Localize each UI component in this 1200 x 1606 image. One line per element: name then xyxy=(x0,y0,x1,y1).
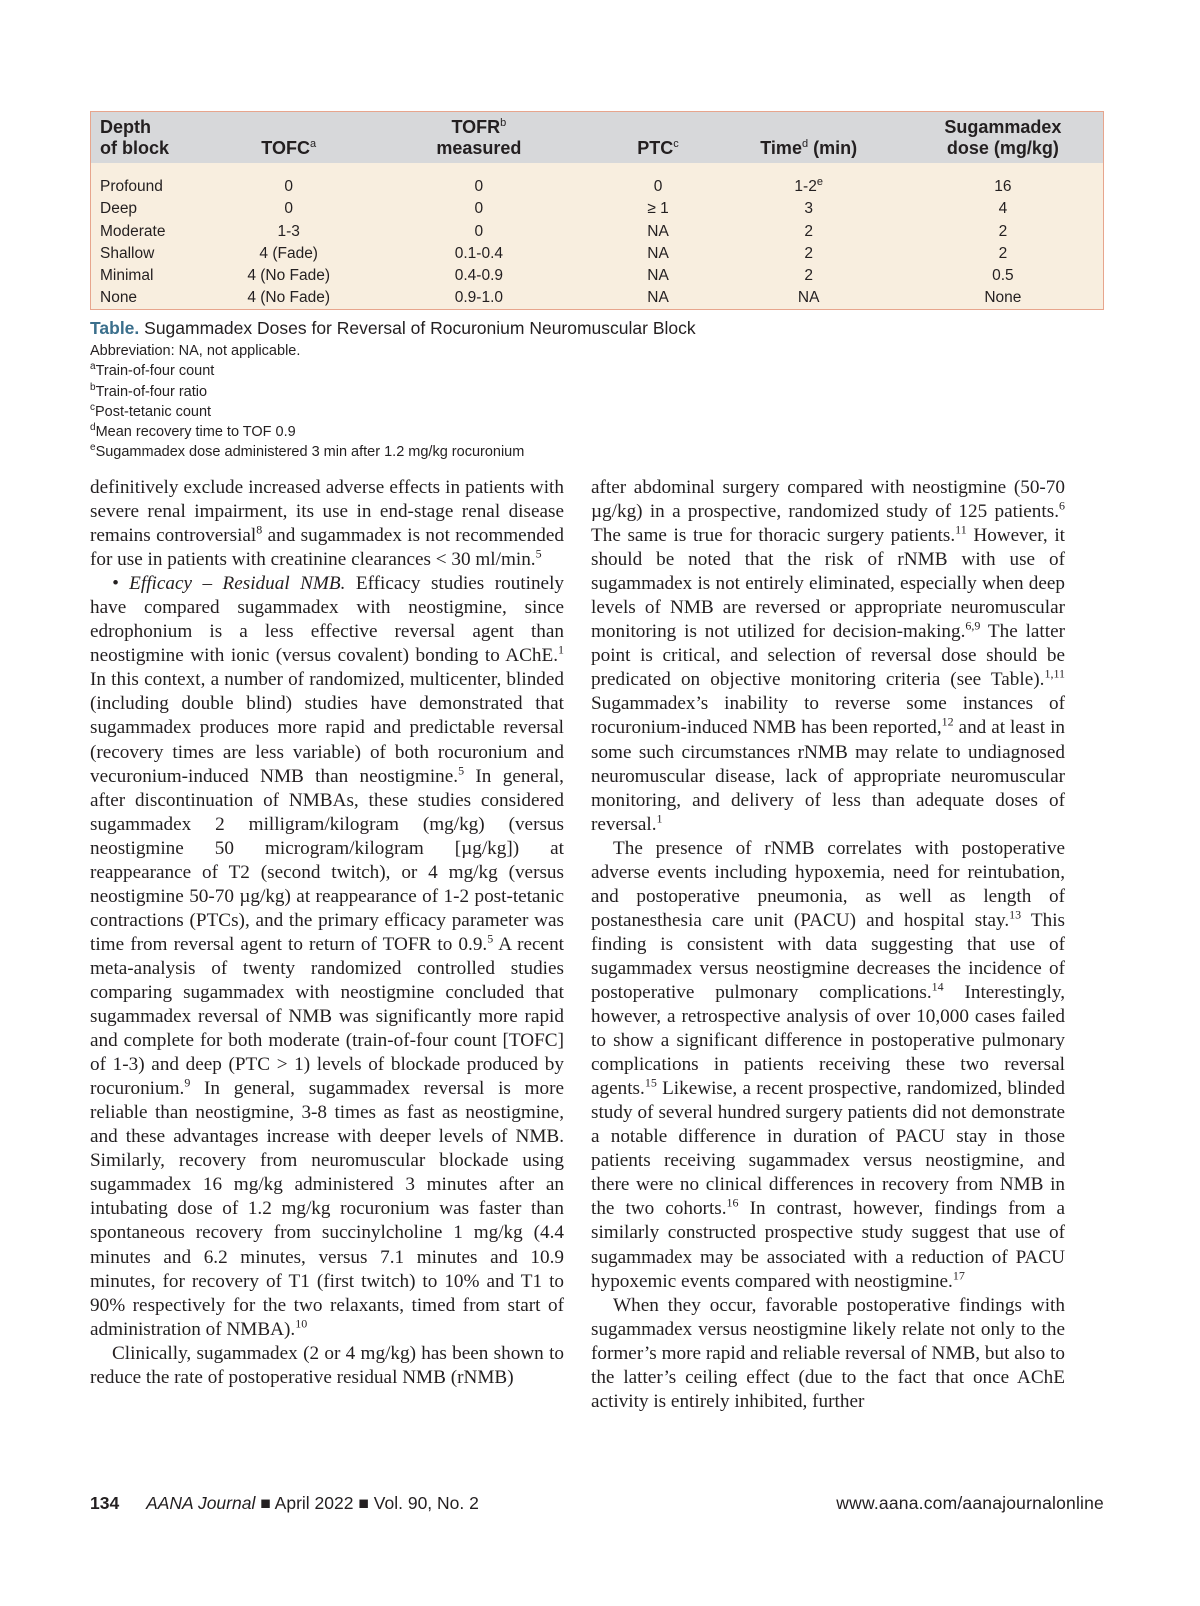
table-row xyxy=(91,163,1103,198)
right-column xyxy=(591,476,1065,1414)
cell-time: 3 xyxy=(804,200,813,218)
abbreviation-note: Abbreviation: NA, not applicable. xyxy=(90,343,301,359)
journal-url: www.aana.com/aanajournalonline xyxy=(836,1493,1104,1513)
section-heading: • Efficacy – Residual NMB. xyxy=(112,573,346,595)
footnote: $^b$Train-of-four ratio xyxy=(90,381,208,400)
footnote: $^a$Train-of-four count xyxy=(90,361,215,380)
cell-dose: 0.5 xyxy=(992,267,1014,285)
header-tofc: TOFC$^a$ xyxy=(261,138,317,158)
table-row xyxy=(91,287,1103,309)
page-number: 134 xyxy=(90,1493,120,1513)
table-row xyxy=(91,221,1103,243)
cell-tofc: 1-3 xyxy=(277,222,300,240)
header-depth-line1: Depth xyxy=(100,117,151,137)
journal-issue: ■ April 2022 ■ Vol. 90, No. 2 xyxy=(260,1493,479,1513)
caption-label: Table. xyxy=(90,318,140,338)
cell-ptc: ≥ 1 xyxy=(647,200,669,218)
cell-tofc: 4 (Fade) xyxy=(259,244,318,262)
cell-dose: 16 xyxy=(994,178,1012,195)
cell-dose: None xyxy=(984,289,1022,307)
table-row xyxy=(91,198,1103,220)
cell-time: 2 xyxy=(804,267,813,285)
paragraph: The presence of rNMB correlates with postoperative adverse events including hypoxemia, need for reintubation, and postoperative pneumonia, as well as length of postanesthesia care unit (PACU) and hospital stay.$^{13}$ This finding is consistent with data suggesting that use of sugammadex versus neostigmine decreases the incidence of postoperative pulmonary complications.$^{14}$ Interestingly, however, a retrospective analysis of over 10,000 cases failed to show a significant difference in postoperative pulmonary complications in patients receiving these two reversal agents.$^{15}$ Likewise, a recent prospective, randomized, blinded study of several hundred surgery patients did not demonstrate a notable difference in duration of PACU stay in those patients receiving sugammadex versus neostigmine, and there were no clinical differences in recovery from NMB in the two cohorts.$^{16}$ In contrast, however, findings from a similarly constructed prospective study suggest that use of sugammadex may be associated with a reduction of PACU hypoxemic events compared with neostigmine.$^{17}$ xyxy=(591,837,1065,1292)
header-dose xyxy=(903,112,1103,163)
cell-ptc: NA xyxy=(647,267,669,285)
table-row xyxy=(91,243,1103,265)
header-depth xyxy=(91,112,221,163)
cell-dose: 2 xyxy=(998,244,1008,262)
header-time: Time$^d$ (min) xyxy=(760,138,858,158)
sugammadex-dose-table xyxy=(90,111,1104,310)
cell-tofr: 0 xyxy=(474,200,484,218)
cell-depth: Minimal xyxy=(100,267,154,285)
header-dose-line1: Sugammadex xyxy=(944,117,1062,137)
footnote: $^d$Mean recovery time to TOF 0.9 xyxy=(90,422,296,441)
cell-tofc: 4 (No Fade) xyxy=(247,289,331,307)
journal-name: AANA Journal xyxy=(146,1493,256,1513)
cell-depth: Shallow xyxy=(100,244,155,262)
cell-depth: None xyxy=(100,289,138,307)
cell-ptc: NA xyxy=(647,222,669,240)
cell-tofc: 0 xyxy=(284,178,293,195)
cell-tofc: 4 (No Fade) xyxy=(247,267,331,285)
cell-depth: Moderate xyxy=(100,222,166,240)
dose-table xyxy=(91,112,1103,310)
cell-ptc: 0 xyxy=(653,178,663,195)
paragraph: after abdominal surgery compared with neostigmine (50-70 µg/kg) in a prospective, randomized study of 125 patients.$^6$ The same is true for thoracic surgery patients.$^{11}$ However, it should be noted that the risk of rNMB with use of sugammadex is not entirely eliminated, especially when deep levels of NMB are reversed or appropriate neuromuscular monitoring is not utilized for decision-making.$^{6,9}$ The latter point is critical, and selection of reversal dose should be predicated on objective monitoring criteria (see Table).$^{1,11}$ Sugammadex’s inability to reverse some instances of rocuronium-induced NMB has been reported,$^{12}$ and at least in some such circumstances rNMB may relate to undiagnosed neuromuscular disease, lack of appropriate neuromuscular monitoring, and delivery of less than adequate doses of reversal.$^1$ xyxy=(591,477,1065,835)
cell-time: NA xyxy=(797,289,820,307)
header-depth-line2: of block xyxy=(100,138,170,158)
paragraph: definitively exclude increased adverse effects in patients with severe renal impairment, its use in end-stage renal disease remains controversial$^8$ and sugammadex is not recommended for use in patients with creatinine clearances < 30 ml/min.$^5$ xyxy=(90,477,564,571)
left-column xyxy=(90,476,564,1390)
footnote: $^c$Post-tetanic count xyxy=(90,402,212,420)
cell-tofr: 0.9-1.0 xyxy=(454,289,503,307)
cell-dose: 4 xyxy=(998,200,1008,218)
page-footer xyxy=(90,1493,1104,1514)
footnote: $^e$Sugammadex dose administered 3 min after 1.2 mg/kg rocuronium xyxy=(90,442,525,461)
cell-ptc: NA xyxy=(647,289,669,307)
cell-depth: Deep xyxy=(100,200,138,218)
table-caption xyxy=(90,318,696,339)
cell-tofr: 0.1-0.4 xyxy=(454,244,503,262)
cell-time: 2 xyxy=(804,222,813,240)
table-header-row xyxy=(91,112,1103,163)
cell-tofr: 0 xyxy=(474,222,484,240)
paragraph: • Efficacy – Residual NMB. Efficacy studies routinely have compared sugammadex with neostigmine, since edrophonium is a less effective reversal agent than neostigmine with ionic (versus covalent) bonding to AChE.$^1$ In this context, a number of randomized, multicenter, blinded (including double blind) studies have demonstrated that sugammadex produces more rapid and predictable reversal (recovery times are less variable) of both rocuronium and vecuronium-induced NMB than neostigmine.$^5$ In general, after discontinuation of NMBAs, these studies considered sugammadex 2 milligram/kilogram (mg/kg) (versus neostigmine 50 microgram/kilogram [µg/kg]) at reappearance of T2 (second twitch), or 4 mg/kg (versus neostigmine 50-70 µg/kg) at reappearance of 1-2 post-tetanic contractions (PTCs), and the primary efficacy parameter was time from reversal agent to return of TOFR to 0.9.$^5$ A recent meta-analysis of twenty randomized controlled studies comparing sugammadex with neostigmine concluded that sugammadex reversal of NMB was significantly more rapid and complete for both moderate (train-of-four count [TOFC] of 1-3) and deep (PTC > 1) levels of blockade produced by rocuronium.$^9$ In general, sugammadex reversal is more reliable than neostigmine, 3-8 times as fast as neostigmine, and these advantages increase with deeper levels of NMB. Similarly, recovery from neuromuscular blockade using sugammadex 16 mg/kg administered 3 minutes after an intubating dose of 1.2 mg/kg rocuronium was faster than spontaneous recovery from succinylcholine 1 mg/kg (4.4 minutes and 6.2 minutes, versus 7.1 minutes and 10.9 minutes, for recovery of T1 (first twitch) to 10% and T1 to 90% respectively for the two relaxants, timed from start of administration of NMBA).$^{10}$ xyxy=(90,573,564,1340)
cell-tofr: 0.4-0.9 xyxy=(454,267,503,285)
header-ptc: PTC$^c$ xyxy=(637,138,679,158)
paragraph: Clinically, sugammadex (2 or 4 mg/kg) has been shown to reduce the rate of postoperative residual NMB (rNMB) xyxy=(90,1342,564,1388)
cell-dose: 2 xyxy=(998,222,1008,240)
caption-title: Sugammadex Doses for Reversal of Rocuronium Neuromuscular Block xyxy=(144,318,696,338)
table-row xyxy=(91,265,1103,287)
cell-time: 2 xyxy=(804,244,813,262)
paragraph: When they occur, favorable postoperative findings with sugammadex versus neostigmine likely relate not only to the former’s more rapid and reliable reversal of NMB, but also to the latter’s ceiling effect (due to the fact that once AChE activity is entirely inhibited, further xyxy=(591,1294,1065,1412)
cell-tofc: 0 xyxy=(284,200,293,218)
table-footnotes xyxy=(90,341,524,463)
cell-time: 1-2e xyxy=(794,175,823,195)
cell-tofr: 0 xyxy=(474,178,484,195)
cell-depth: Profound xyxy=(100,178,163,195)
header-tofr: TOFR$^b$ measured xyxy=(436,117,522,158)
header-dose-line2: dose (mg/kg) xyxy=(946,138,1059,158)
cell-ptc: NA xyxy=(647,244,669,262)
